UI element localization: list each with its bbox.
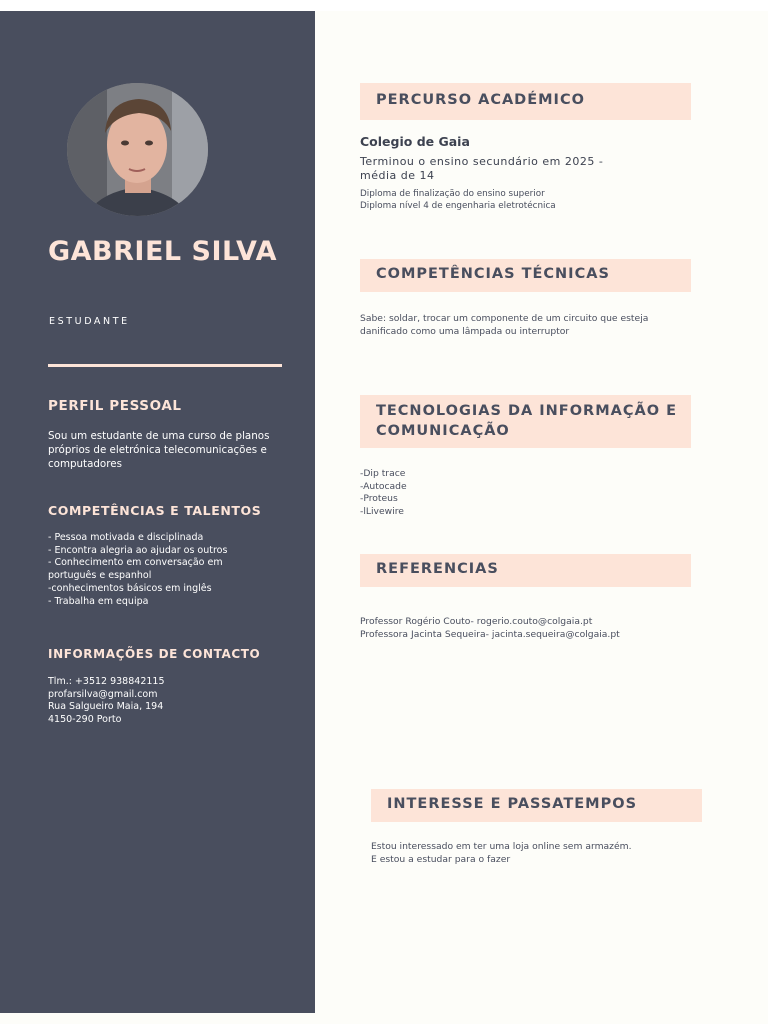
ict-heading-line: COMUNICAÇÃO xyxy=(376,423,510,439)
technical-header xyxy=(360,259,691,292)
skills-heading: COMPETÊNCIAS E TALENTOS xyxy=(48,503,262,518)
academic-summary xyxy=(360,155,603,182)
contact-postal: 4150-290 Porto xyxy=(48,714,122,726)
profile-line: Sou um estudante de uma curso de planos xyxy=(48,430,270,442)
references-list xyxy=(360,616,620,641)
contact-address: Rua Salgueiro Maia, 194 xyxy=(48,701,164,713)
avatar xyxy=(67,83,208,216)
academic-detail-line: Diploma nível 4 de engenharia eletrotécnica xyxy=(360,201,556,211)
skills-list xyxy=(48,532,227,608)
ict-item: -Dip trace xyxy=(360,468,406,479)
reference-item: Professora Jacinta Sequeira- jacinta.sequeira@colgaia.pt xyxy=(360,628,620,640)
academic-heading: PERCURSO ACADÉMICO xyxy=(376,92,585,108)
reference-item: Professor Rogério Couto- rogerio.couto@colgaia.pt xyxy=(360,616,593,627)
profile-text xyxy=(48,429,269,471)
ict-header xyxy=(360,395,691,448)
interests-text xyxy=(371,841,632,866)
academic-summary-line: Terminou o ensino secundário em 2025 - xyxy=(360,155,604,168)
skill-item: - Conhecimento em conversação em xyxy=(48,557,223,569)
academic-summary-line: média de 14 xyxy=(360,168,435,182)
contact-email: profarsilva@gmail.com xyxy=(48,688,158,700)
contact-heading: INFORMAÇÕES DE CONTACTO xyxy=(48,647,261,661)
references-header xyxy=(360,554,691,587)
academic-details xyxy=(360,188,556,212)
academic-detail-line: Diploma de finalização do ensino superior xyxy=(360,189,545,199)
top-margin xyxy=(0,0,768,11)
technical-line: danificado como uma lâmpada ou interruptor xyxy=(360,325,570,337)
technical-text xyxy=(360,313,648,338)
ict-item: -Proteus xyxy=(360,493,398,505)
profile-line: próprios de eletrónica telecomunicações e xyxy=(48,444,267,456)
candidate-role: ESTUDANTE xyxy=(49,316,130,327)
contact-info xyxy=(48,676,165,727)
interests-line: Estou interessado em ter uma loja online sem armazém. xyxy=(371,841,632,852)
technical-heading: COMPETÊNCIAS TÉCNICAS xyxy=(376,266,610,282)
skill-item: - Pessoa motivada e disciplinada xyxy=(48,532,204,543)
ict-item: -lLivewire xyxy=(360,505,404,517)
candidate-name: GABRIEL SILVA xyxy=(48,236,277,267)
academic-header xyxy=(360,83,691,120)
skill-item: - Trabalha em equipa xyxy=(48,595,149,607)
school-name: Colegio de Gaia xyxy=(360,134,470,149)
interests-header xyxy=(371,789,702,822)
ict-heading xyxy=(376,401,677,441)
technical-line: Sabe: soldar, trocar um componente de um circuito que esteja xyxy=(360,313,649,324)
profile-photo xyxy=(67,83,208,216)
interests-line: E estou a estudar para o fazer xyxy=(371,853,511,865)
skill-item: - Encontra alegria ao ajudar os outros xyxy=(48,544,228,556)
profile-line: computadores xyxy=(48,458,122,470)
references-heading: REFERENCIAS xyxy=(376,561,499,577)
skill-item: -conhecimentos básicos em inglês xyxy=(48,582,212,594)
profile-heading: PERFIL PESSOAL xyxy=(48,398,182,414)
ict-item: -Autocade xyxy=(360,480,407,492)
contact-phone: Tlm.: +3512 938842115 xyxy=(48,676,165,687)
skill-item: português e espanhol xyxy=(48,570,152,582)
sidebar-divider xyxy=(48,364,282,367)
interests-heading: INTERESSE E PASSATEMPOS xyxy=(387,796,638,812)
ict-list xyxy=(360,468,407,518)
ict-heading-line: TECNOLOGIAS DA INFORMAÇÃO E xyxy=(376,403,677,419)
